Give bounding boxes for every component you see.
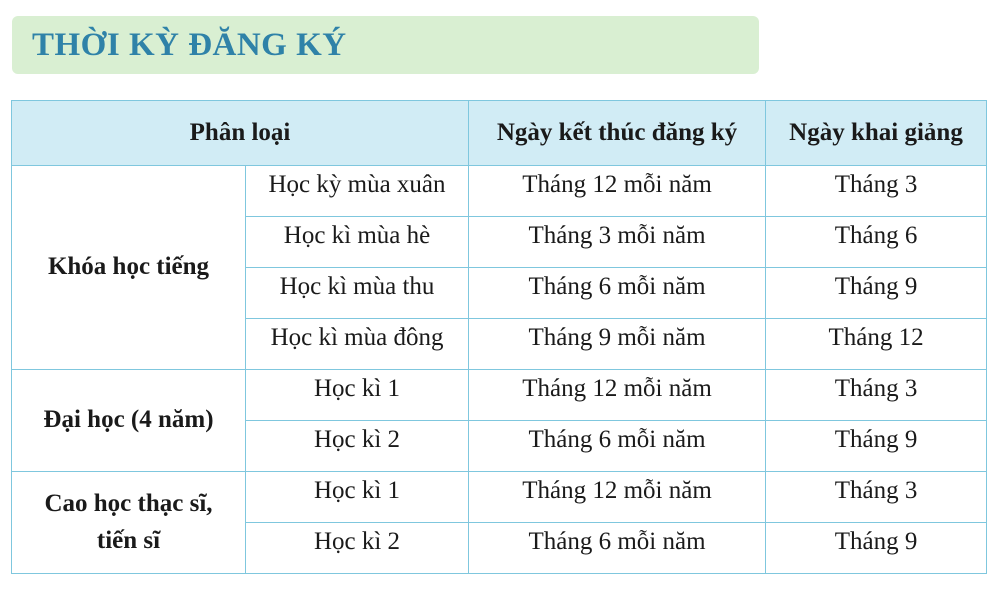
category-cell <box>12 166 246 370</box>
header-start: Ngày khai giảng <box>766 101 987 166</box>
term-cell: Học kì 2 <box>246 523 469 574</box>
start-cell: Tháng 6 <box>766 217 987 268</box>
start-cell: Tháng 12 <box>766 319 987 370</box>
deadline-cell: Tháng 12 mỗi năm <box>469 472 766 523</box>
term-cell: Học kì mùa thu <box>246 268 469 319</box>
page-title: THỜI KỲ ĐĂNG KÝ <box>32 26 347 63</box>
term-cell: Học kì 2 <box>246 421 469 472</box>
category-label: Khóa học tiếng <box>47 253 210 281</box>
start-cell: Tháng 3 <box>766 370 987 421</box>
term-cell: Học kì 1 <box>246 370 469 421</box>
term-cell: Học kỳ mùa xuân <box>246 166 469 217</box>
deadline-cell: Tháng 12 mỗi năm <box>469 166 766 217</box>
category-cell <box>12 370 246 472</box>
start-cell: Tháng 9 <box>766 268 987 319</box>
deadline-cell: Tháng 6 mỗi năm <box>469 421 766 472</box>
deadline-cell: Tháng 9 mỗi năm <box>469 319 766 370</box>
term-cell: Học kì mùa đông <box>246 319 469 370</box>
title-banner <box>12 16 759 74</box>
category-label: Đại học (4 năm) <box>43 406 214 434</box>
start-cell: Tháng 3 <box>766 472 987 523</box>
deadline-cell: Tháng 6 mỗi năm <box>469 268 766 319</box>
start-cell: Tháng 9 <box>766 421 987 472</box>
term-cell: Học kì 1 <box>246 472 469 523</box>
header-row <box>12 101 987 166</box>
start-cell: Tháng 9 <box>766 523 987 574</box>
deadline-cell: Tháng 6 mỗi năm <box>469 523 766 574</box>
header-category: Phân loại <box>12 101 469 166</box>
table-row <box>12 166 987 217</box>
term-cell: Học kì mùa hè <box>246 217 469 268</box>
table-row <box>12 472 987 523</box>
table-row <box>12 370 987 421</box>
start-cell: Tháng 3 <box>766 166 987 217</box>
deadline-cell: Tháng 3 mỗi năm <box>469 217 766 268</box>
category-cell <box>12 472 246 574</box>
category-label-line2: tiến sĩ <box>96 526 161 554</box>
deadline-cell: Tháng 12 mỗi năm <box>469 370 766 421</box>
registration-table <box>11 100 987 574</box>
header-deadline: Ngày kết thúc đăng ký <box>469 101 766 166</box>
category-label-line1: Cao học thạc sĩ, <box>44 490 213 518</box>
